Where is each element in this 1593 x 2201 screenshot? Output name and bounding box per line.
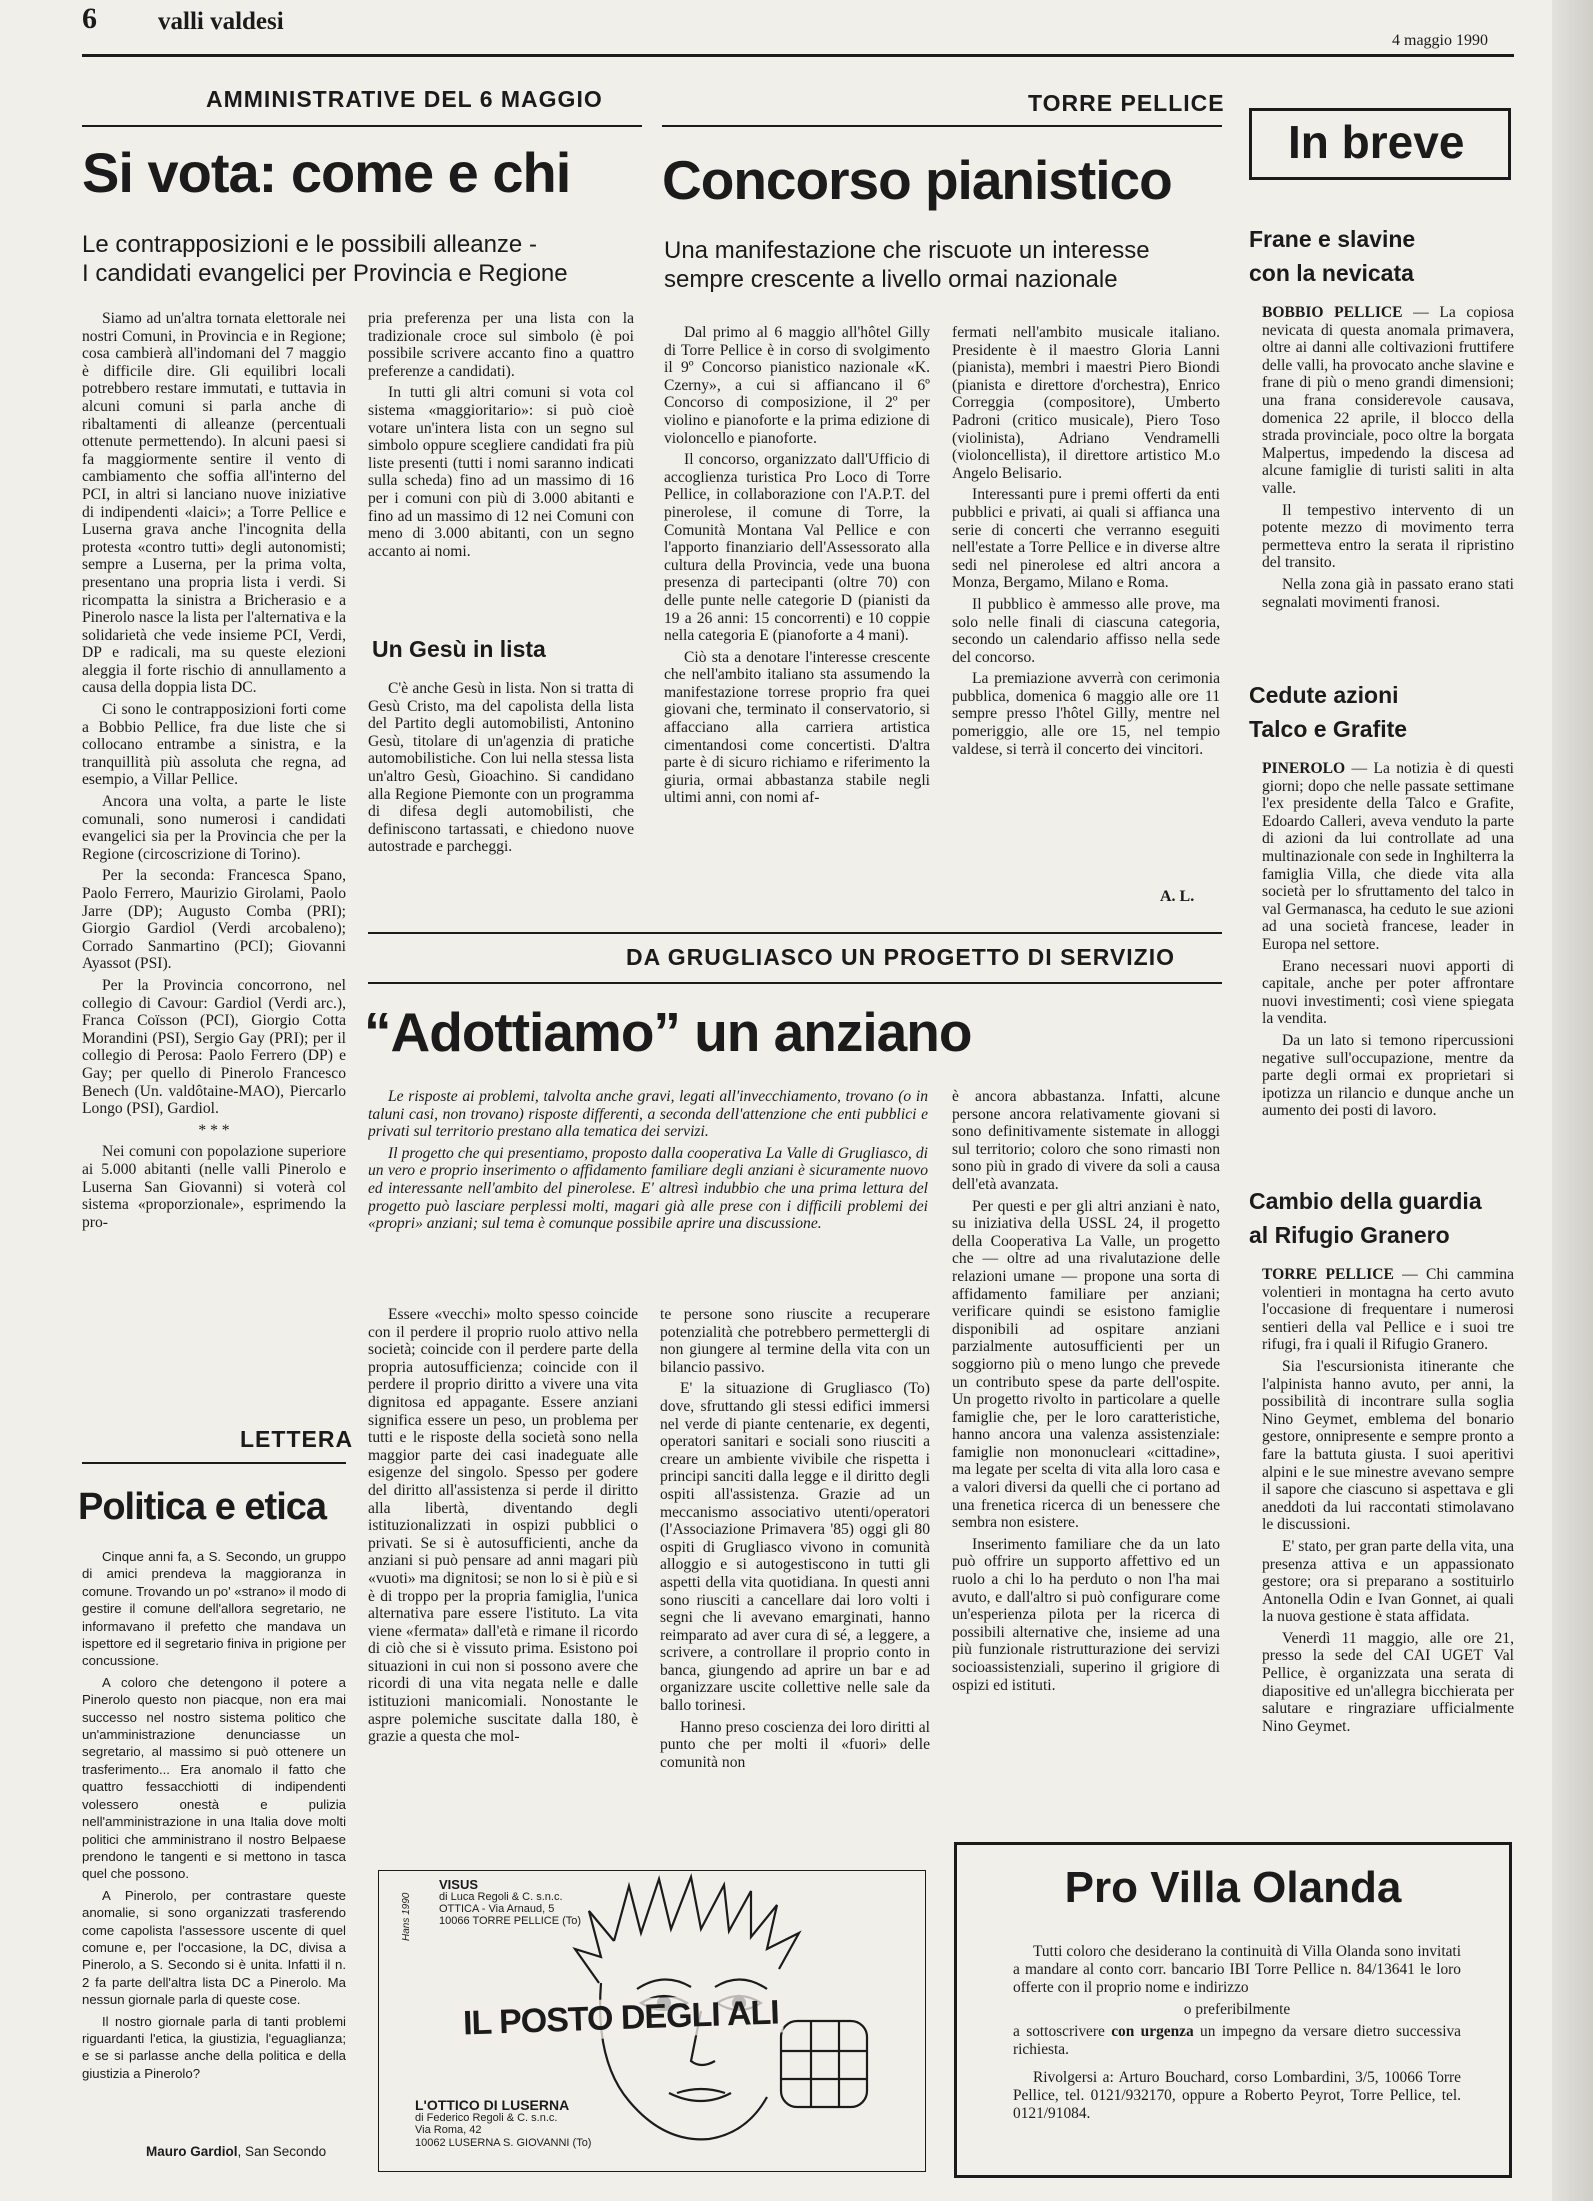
lettera-rule: [82, 1462, 346, 1464]
paragraph: Interessanti pure i premi offerti da enti pubblici e privati, ai quali si affianca una serie di concerti che verranno eseguiti nell'estate a Torre Pellice e in diverse altre sedi nel pinerolese ed altri ancora a Monza, Bergamo, Milano e Roma.: [952, 486, 1220, 592]
paragraph: Nei comuni con popolazione superiore ai 5.000 abitanti (nelle valli Pinerolo e Luserna San Giovanni) si voterà col sistema «proporzionale», esprimendo la pro-: [82, 1143, 346, 1231]
concorso-kicker: TORRE PELLICE: [1028, 90, 1225, 116]
paragraph: Da un lato si temono ripercussioni negative sull'occupazione, mentre da parte degli ormai ex proprietari si ipotizza un rilancio e dunque anche un aumento dei posti di lavoro.: [1262, 1031, 1514, 1120]
optician-advert: [378, 1870, 926, 2172]
masthead: valli valdesi: [158, 8, 284, 35]
paragraph: Il progetto che qui presentiamo, proposto dalla cooperativa La Valle di Grugliasco, di un vero e proprio inserimento o affidamento familiare degli anziani è sicuramente nuovo ed interessante nell'ambito del pinerolese. E' altresì indubbio che una prima lettura del progetto può lasciare perplessi molti, magari già alle prese con i difficili problemi dei «propri» anziani; sul tema è comunque possibile aprire una discussione.: [368, 1144, 928, 1233]
signature-place: , San Secondo: [237, 2144, 327, 2159]
villa-olanda-title: Pro Villa Olanda: [1064, 1863, 1402, 1912]
breve-body-2: PINEROLO — La notizia è di questi giorni; dopo che nelle passate settimane l'ex presidente della Talco e Grafite, Edoardo Calleri, aveva venduto la parte di azioni da lui controllate ad una multinazionale con sede in Inghilterra la famiglia Villa, che diede vita alla società per lo sfruttamento del talco in val Germanasca, ha ceduto le sue azioni ad una società francese, leader in Europa nel settore. Erano necessari nuovi apporti di capitale, anche per poter affrontare nuovi investimenti; così viene spiegata la vendita. Da un lato si temono ripercussioni negative sull'occupazione, mentre da parte degli ormai ex proprietari si ipotizza un rilancio e dunque anche un aumento dei posti di lavoro.: [1262, 760, 1514, 1120]
anziano-col3: [952, 1088, 1220, 1828]
paragraph: Tutti coloro che desiderano la continuità di Villa Olanda sono invitati a mandare al conto corr. bancario IBI Torre Pellice n. 84/13641 le loro offerte con il proprio nome e indirizzo: [1013, 1943, 1461, 1996]
paragraph: La copiosa nevicata di questa anomala primavera, oltre ai danni alle coltivazioni fruttifere delle valli, ha provocato anche slavine e frane di più o meno grandi dimensioni; una frana considerevole causava, domenica 22 aprile, il blocco della strada provinciale, poco oltre la borgata Malpertus, impedendo la discesa ad alcune famiglie di turisti saliti in alta valle.: [1262, 304, 1514, 497]
concorso-subtitle: [664, 236, 1224, 294]
breve-heading-1: [1249, 222, 1519, 290]
paragraph: Il concorso, organizzato dall'Ufficio di accoglienza turistica Pro Loco di Torre Pellice, in collaborazione con l'A.P.T. del pinerolese, il comune di Torre, la Comunità Montana Val Pellice e con l'apporto finanziario dell'Assessorato alla cultura della Provincia, vede una buona presenza di partecipanti (oltre 70) con delle punte nelle categorie D (pianisti da 19 a 26 anni: 15 concorrenti) e 10 coppie nella categoria E (pianoforte a 4 mani).: [664, 451, 930, 645]
lettera-signature: [146, 2144, 326, 2159]
advert-brand-top: VISUS: [439, 1877, 479, 1892]
paragraph: Essere «vecchi» molto spesso coincide con il perdere il proprio ruolo attivo nella società; coincide con il perdere parte della propria autosufficienza; coincide con il perdere il proprio diritto a vivere una vita dignitosa ed appagante. Essere anziani significa essere un peso, un problema per tutti e le risposte della società sono nella maggior parte dei casi inadeguate alle esigenze del singolo. Spesso per godere del diritto all'assistenza si perde il diritto alla libertà, diventando degli istituzionalizzati in ospizi pubblici o privati. Se si è autosufficienti, anche da anziani si può pensare ad anni magari più «vuoti» ma dignitosi; se non lo si è più e si è di troppo per la propria famiglia, l'unica alternativa pare essere l'istituto. La vita viene «fermata» dall'età e rimane il ricordo di ciò che si è vissuto prima. Esistono poi situazioni in cui non si possono avere che ricordi di una vita negata nelle e dalle istituzioni manicomiali. Nonostante le aspre polemiche suscitate dalla 180, è grazie a questa che mol-: [368, 1306, 638, 1746]
advert-address-bottom: Via Roma, 42: [415, 2124, 482, 2136]
paragraph: Per la seconda: Francesca Spano, Paolo Ferrero, Maurizio Girolami, Paolo Jarre (DP); Augusto Comba (PRI); Giorgio Gardiol (Verdi arcobaleno); Corrado Sanmartino (PCI); Giovanni Ayassot (PSI).: [82, 867, 346, 973]
concorso-subtitle-line1: Una manifestazione che riscuote un interesse: [664, 237, 1150, 264]
anziano-top-rule: [368, 932, 1222, 934]
concorso-title: Concorso pianistico: [662, 149, 1172, 211]
breve-heading-3: [1249, 1184, 1519, 1252]
paragraph: Ci sono le contrapposizioni forti come a Bobbio Pellice, fra due liste che si collocano entrambe a sinistra, e la tranquillità più assoluta che regna, ad esempio, a Villar Pellice.: [82, 701, 346, 789]
concorso-signature: A. L.: [1160, 888, 1195, 905]
anziano-col2: [660, 1306, 930, 1846]
breve-heading-line2: con la nevicata: [1249, 260, 1414, 286]
vote-subtitle-line2: I candidati evangelici per Provincia e Regione: [82, 260, 568, 287]
signature-name: Mauro Gardiol: [146, 2144, 238, 2159]
vote-title: Si vota: come e chi: [82, 141, 571, 204]
lettera-title: Politica e etica: [78, 1486, 327, 1528]
advert-address-bottom: 10062 LUSERNA S. GIOVANNI (To): [415, 2136, 592, 2149]
paragraph: In tutti gli altri comuni si vota col sistema «maggioritario»: si può cioè votare un'intera lista con un segno sul simbolo oppure scegliere candidati fra più liste presenti (tutti i nomi saranno indicati sulla scheda) fino ad un massimo di 16 per i comuni con più di 3.000 abitanti e fino ad un massimo di 12 nei Comuni con meno di 3.000 abitanti, con un segno accanto ai nomi.: [368, 384, 634, 560]
concorso-kicker-rule: [662, 125, 1222, 127]
vote-kicker: AMMINISTRATIVE DEL 6 MAGGIO: [206, 86, 603, 112]
paragraph: fermati nell'ambito musicale italiano. Presidente è il maestro Gloria Lanni (pianista), membri i maestri Piero Biondi (pianista e direttore d'orchestra), Enrico Correggia (compositore), Umberto Padroni (critico musicale), Piero Toso (violinista), Adriano Vendramelli (violoncellista), il direttore artistico M.o Angelo Belisario.: [952, 324, 1220, 482]
villa-olanda-box: [954, 1842, 1512, 2178]
paragraph: Erano necessari nuovi apporti di capitale, anche per poter affrontare nuovi investimenti; così viene spiegata la vendita.: [1262, 957, 1514, 1028]
paragraph: Rivolgersi a: Arturo Bouchard, corso Lombardini, 3/5, 10066 Torre Pellice, tel. 0121/932170, oppure a Roberto Peyrot, Torre Pellice, tel. 0121/91084.: [1013, 2069, 1461, 2122]
paragraph: E' la situazione di Grugliasco (To) dove, sfruttando gli stessi edifici immersi nel verde di piante centenarie, ex degenti, operatori sanitari e sociali sono riusciti a creare un ambiente vivibile che rispetta i principi sanciti dalla legge e il diritto degli ospiti all'assistenza. Grazie ad un meccanismo associativo utenti/operatori (l'Associazione Primavera '85) oggi gli 80 ospiti di Grugliasco vivono in comunità alloggio e si autogestiscono in tutti gli aspetti della vita quotidiana. In questi anni sono riusciti a cancellare dai loro volti i segni che li avevano emarginati, hanno reimparato ad aver cura di sé, a leggere, a scrivere, a controllare il proprio conto in banca, giungendo ad aprire un bar e ad organizzare uscite collettive nelle sale da ballo torinesi.: [660, 1380, 930, 1715]
paragraph: La notizia è di questi giorni; dopo che nelle passate settimane l'ex presidente della Talco e Grafite, Edoardo Calleri, aveva venduto la parte di azioni da lui controllate ad una multinazionale con sede in Inghilterra la famiglia Villa, che diede vita alla società per lo sfruttamento del talco in val Germanasca, ha ceduto le sue azioni ad una società francese, leader in Europa nel settore.: [1262, 760, 1514, 953]
advert-slogan: IL POSTO DEGLI ALI: [458, 1993, 783, 2043]
issue-date: 4 maggio 1990: [1392, 32, 1488, 49]
concorso-col1: [664, 324, 930, 908]
anziano-col1: [368, 1306, 638, 1846]
vote-subtitle-line1: Le contrapposizioni e le possibili alleanze -: [82, 231, 537, 258]
page-number: 6: [82, 2, 97, 35]
header-rule: [82, 54, 1514, 57]
paragraph: Chi cammina volentieri in montagna ha certo avuto l'occasione di frequentare i numerosi sentieri della val Pellice e i suoi tre rifugi, fra i quali il Rifugio Granero.: [1262, 1266, 1514, 1354]
breve-heading-line1: Cedute azioni: [1249, 682, 1399, 708]
paragraph: Per la Provincia concorrono, nel collegio di Cavour: Gardiol (Verdi arc.), Franca Coïsson (PCI), Giorgio Cotta Morandini (PSI), Sergio Gay (PRI); per il collegio di Perosa: Paolo Ferrero (DP) e Gay; per quello di Pinerolo Francesco Benech (Un. valdôtaine-MAO), Piercarlo Longo (PSI), Gardiol.: [82, 976, 346, 1118]
anziano-title: “Adottiamo” un anziano: [364, 1001, 972, 1063]
advert-address-top: OTTICA - Via Arnaud, 5: [439, 1903, 555, 1915]
paragraph: pria preferenza per una lista con la tradizionale croce sul simbolo (è poi possibile scrivere accanto fino a quattro preferenze a candidati).: [368, 310, 634, 380]
breve-place: TORRE PELLICE: [1262, 1266, 1394, 1283]
in-breve-box: [1249, 108, 1511, 180]
advert-artist-signature: Hans 1990: [401, 1892, 412, 1941]
paragraph: Le risposte ai problemi, talvolta anche gravi, legati all'invecchiamento, trovano (o in taluni casi, non trovano) risposte differenti, a seconda dell'attenzione che enti pubblici e privati sul territorio prestano alla tematica dei servizi.: [368, 1088, 928, 1141]
advert-address-top: 10066 TORRE PELLICE (To): [439, 1915, 582, 1927]
advert-company-bottom: di Federico Regoli & C. s.n.c.: [415, 2111, 558, 2124]
paragraph: Per questi e per gli altri anziani è nato, su iniziativa della USSL 24, il progetto della Cooperativa La Valle, un progetto che — oltre ad una rivalutazione delle relazioni umane — propone una sorta di affidamento familiare per anziani; verificare quindi se esistono famiglie disponibili ad ospitare anziani parzialmente autosufficienti per un soggiorno più o meno lungo che prevede un contributo spese da parte dell'ospite. Un progetto rivolto in particolare a quelle famiglie che, per le loro caratteristiche, hanno ancora una valenza assistenziale: famiglie non mononucleari «cittadine», ma legate per scelta di vita alla loro casa e a valori diversi da quelli che ci portano ad una frenetica ricerca di un benessere che sembra non esistere.: [952, 1197, 1220, 1532]
paragraph: Cinque anni fa, a S. Secondo, un gruppo di amici prendeva la maggioranza in comune. Trovando un po' «strano» il modo di gestire il comune dell'allora segretario, ne informavano il prefetto che mandava un ispettore ed il segretario finiva in prigione per concussione.: [82, 1549, 346, 1669]
paragraph: Ancora una volta, a parte le liste comunali, sono numerosi i candidati evangelici sia per la Provincia che per la Regione (circoscrizione di Torino).: [82, 793, 346, 863]
paragraph: Ciò sta a denotare l'interesse crescente che nell'ambito italiano sta assumendo la manifestazione torrese proprio fra quei giovani che, terminato il conservatorio, si affacciano alla carriera artistica cimentandosi come concertisti. D'altra parte è di sicuro richiamo e riferimento la giuria, ormai abbastanza stabile negli ultimi anni, con nomi af-: [664, 648, 930, 807]
paragraph: Il pubblico è ammesso alle prove, ma solo nelle finali di ciascuna categoria, secondo un calendario affisso nella sede del concorso.: [952, 595, 1220, 666]
paragraph: La premiazione avverrà con cerimonia pubblica, domenica 6 maggio alle ore 11 sempre presso l'hôtel Gilly, mentre nel pomeriggio, alle ore 15, nel tempio valdese, si terrà il concerto dei vincitori.: [952, 670, 1220, 758]
breve-place: BOBBIO PELLICE: [1262, 304, 1403, 321]
vote-col2: [368, 310, 634, 610]
breve-place: PINEROLO: [1262, 760, 1346, 777]
paragraph: Inserimento familiare che da un lato può offrire un supporto affettivo ed un ruolo a chi lo ha perduto o non l'ha mai avuto, e dall'altro si può configurare come un'esperienza pilota per la ricerca di possibili alternative che, insieme ad una più funzionale ristrutturazione dei servizi socioassistenziali, superino il grigiore di ospizi ed istituti.: [952, 1535, 1220, 1694]
advert-company-top: di Luca Regoli & C. s.n.c.: [439, 1891, 563, 1903]
paragraph: Hanno preso coscienza dei loro diritti al punto che per molti il «fuori» delle comunità non: [660, 1718, 930, 1771]
breve-heading-line2: Talco e Grafite: [1249, 716, 1408, 742]
vote-col1: [82, 310, 346, 1282]
paragraph: A coloro che detengono il potere a Pinerolo questo non piacque, non era mai successo nel nostro sistema politico che un'amministrazione denunciasse un segretario, al massimo si può ottenere un trasferimento... Era anomalo il fatto che quattro fessacchiotti di indipendenti volessero onestà e pulizia nell'amministrazione in una Italia dove molti politici che amministrano il nostro Belpaese prendono le tangenti e si mettono in tasca quel che possono.: [82, 1674, 346, 1882]
paragraph: Siamo ad un'altra tornata elettorale nei nostri Comuni, in Provincia e in Regione; cosa cambierà all'indomani del 7 maggio è difficile dire. Gli equilibri locali potrebbero restare immutati, e tuttavia in alcuni comuni si parla anche di ribaltamenti di alleanze (percentuali ottenute permettendo). In alcuni paesi si fa maggiormente sentire il vento di cambiamento che soffia all'interno del PCI, in altri si lanciano nuove iniziative di indipendenti «laici»; a Torre Pellice e Luserna grava anche l'incognita della protesta «contro tutti» degli autonomisti; sempre a Luserna, per la prima volta, presentano una propria lista i verdi. Si ricompatta la sinistra a Bricherasio e a Pinerolo nasce la lista per l'alternativa e la solidarietà che vede insieme PCI, Verdi, DP e radicali, ma su queste elezioni aleggia il forte rischio di annullamento a causa della doppia lista DC.: [82, 310, 346, 697]
paragraph: o preferibilmente: [1183, 2001, 1291, 2018]
concorso-subtitle-line2: sempre crescente a livello ormai nazionale: [664, 266, 1118, 293]
text-part: un impegno da versare dietro successiva richiesta.: [1013, 2023, 1461, 2058]
breve-heading-2: [1249, 678, 1519, 746]
breve-heading-line1: Cambio della guardia: [1249, 1188, 1482, 1214]
anziano-intro: [368, 1088, 928, 1278]
advert-brand-bottom: L'OTTICO DI LUSERNA: [415, 2097, 570, 2113]
anziano-kicker: DA GRUGLIASCO UN PROGETTO DI SERVIZIO: [626, 944, 1176, 970]
breve-body-3: TORRE PELLICE — Chi cammina volentieri in montagna ha certo avuto l'occasione di frequentare i numerosi sentieri della val Pellice e i suoi tre rifugi, fra i quali il Rifugio Granero. Sia l'escursionista itinerante che l'alpinista hanno avuto, per anni, la possibilità di incontrare sulla soglia Nino Geymet, emblema del bonario gestore, onnipresente e sempre pronto a fare la battuta giusta. I suoi aperitivi alpini e le sue minestre avevano sempre il sapore che ciascuno si aspettava e gli aneddoti da lui raccontati stimolavano le discussioni. E' stato, per gran parte della vita, una presenza attiva e un appassionato gestore; ora si preparano a sostituirlo Antonella Odin e Ivan Gonnet, ai quali la nuova gestione è stata affidata. Venerdì 11 maggio, alle ore 21, presso la sede del CAI UGET Val Pellice, è organizzata una serata di diapositive ed un'allegra bicchierata per salutare e ringraziare ufficialmente Nino Geymet.: [1262, 1266, 1514, 1735]
in-breve-title: In breve: [1288, 116, 1465, 168]
text-part: a sottoscrivere: [1013, 2023, 1112, 2040]
paragraph: Dal primo al 6 maggio all'hôtel Gilly di Torre Pellice è in corso di svolgimento il 9º Concorso pianistico nazionale «K. Czerny», a cui si affiancano il 6º Concorso di composizione, il 2º per violino e pianoforte e la prima edizione di violoncello e pianoforte.: [664, 324, 930, 447]
vote-subtitle: [82, 230, 642, 288]
paragraph: Venerdì 11 maggio, alle ore 21, presso la sede del CAI UGET Val Pellice, è organizzata una serata di diapositive ed un'allegra bicchierata per salutare e ringraziare ufficialmente Nino Geymet.: [1262, 1629, 1514, 1735]
anziano-kicker-rule: [368, 982, 1222, 984]
lettera-body: [82, 1548, 346, 2088]
breve-heading-line2: al Rifugio Granero: [1249, 1222, 1450, 1248]
concorso-col2: [952, 324, 1220, 884]
vote-col2b: [368, 680, 634, 910]
paragraph: è ancora abbastanza. Infatti, alcune persone ancora relativamente giovani si sono definitivamente sistemate in alloggi sul territorio; coloro che sono rimasti non sono più in grado di vivere da soli a causa dell'età avanzata.: [952, 1088, 1220, 1193]
villa-olanda-text: [1013, 1943, 1461, 2127]
paragraph: te persone sono riuscite a recuperare potenzialità che potrebbero permettergli di non giungere al termine della vita con un bilancio passivo.: [660, 1306, 930, 1376]
paragraph: Il nostro giornale parla di tanti problemi riguardanti l'etica, la giustizia, l'eguaglianza; e se si parlasse anche della politica e della giustizia a Pinerolo?: [82, 2013, 346, 2081]
lettera-kicker: LETTERA: [240, 1426, 354, 1452]
text-emphasis: con urgenza: [1111, 2023, 1194, 2040]
paragraph: A Pinerolo, per contrastare queste anomalie, si sono organizzati trasferendo come capolista l'assessore uscente di quel comune e, per l'occasione, la DC, divisa a Pinerolo, a S. Secondo si è unita. Infatti il n. 2 fa parte dell'altra lista DC a Pinerolo. Ma nessun giornale parla di queste cose.: [82, 1887, 346, 2008]
advert-bottom-block: [415, 2099, 591, 2149]
vote-subhead: Un Gesù in lista: [372, 636, 546, 662]
vote-kicker-rule: [82, 125, 642, 127]
separator-stars: * * *: [198, 1121, 230, 1139]
breve-heading-line1: Frane e slavine: [1249, 226, 1416, 252]
paragraph: Il tempestivo intervento di un potente mezzo di movimento terra permetteva entro la serata il ripristino del transito.: [1262, 501, 1514, 572]
paragraph: Nella zona già in passato erano stati segnalati movimenti franosi.: [1262, 575, 1514, 611]
breve-body-1: BOBBIO PELLICE — La copiosa nevicata di questa anomala primavera, oltre ai danni alle coltivazioni fruttifere delle valli, ha provocato anche slavine e frane di più o meno grandi dimensioni; una frana considerevole causava, domenica 22 aprile, il blocco della strada provinciale, poco oltre la borgata Malpertus, impedendo la discesa ad alcune famiglie di turisti saliti in alta valle. Il tempestivo intervento di un potente mezzo di movimento terra permetteva entro la serata il ripristino del transito. Nella zona già in passato erano stati segnalati movimenti franosi.: [1262, 304, 1514, 611]
page-edge: [1552, 0, 1593, 2201]
paragraph: Sia l'escursionista itinerante che l'alpinista hanno avuto, per anni, la possibilità di incontrare sulla soglia Nino Geymet, emblema del bonario gestore, onnipresente e sempre pronto a fare la battuta giusta. I suoi aperitivi alpini e le sue minestre avevano sempre il sapore che ciascuno si aspettava e gli aneddoti da lui raccontati stimolavano le discussioni.: [1262, 1357, 1514, 1534]
paragraph: C'è anche Gesù in lista. Non si tratta di Gesù Cristo, ma del capolista della lista del Partito degli automobilisti, Antonino Gesù, titolare di un'agenzia di pratiche automobilistiche. Con lui nella stessa lista un'altro Gesù, Gioachino. Si candidano alla Regione Piemonte con un programma di difesa degli automobilisti, che definiscono tartassati, e chiedono nuove autostrade e parcheggi.: [368, 680, 634, 856]
paragraph: E' stato, per gran parte della vita, una presenza attiva e un appassionato gestore; ora si preparano a sostituirlo Antonella Odin e Ivan Gonnet, ai quali la nuova gestione è stata affidata.: [1262, 1537, 1514, 1626]
